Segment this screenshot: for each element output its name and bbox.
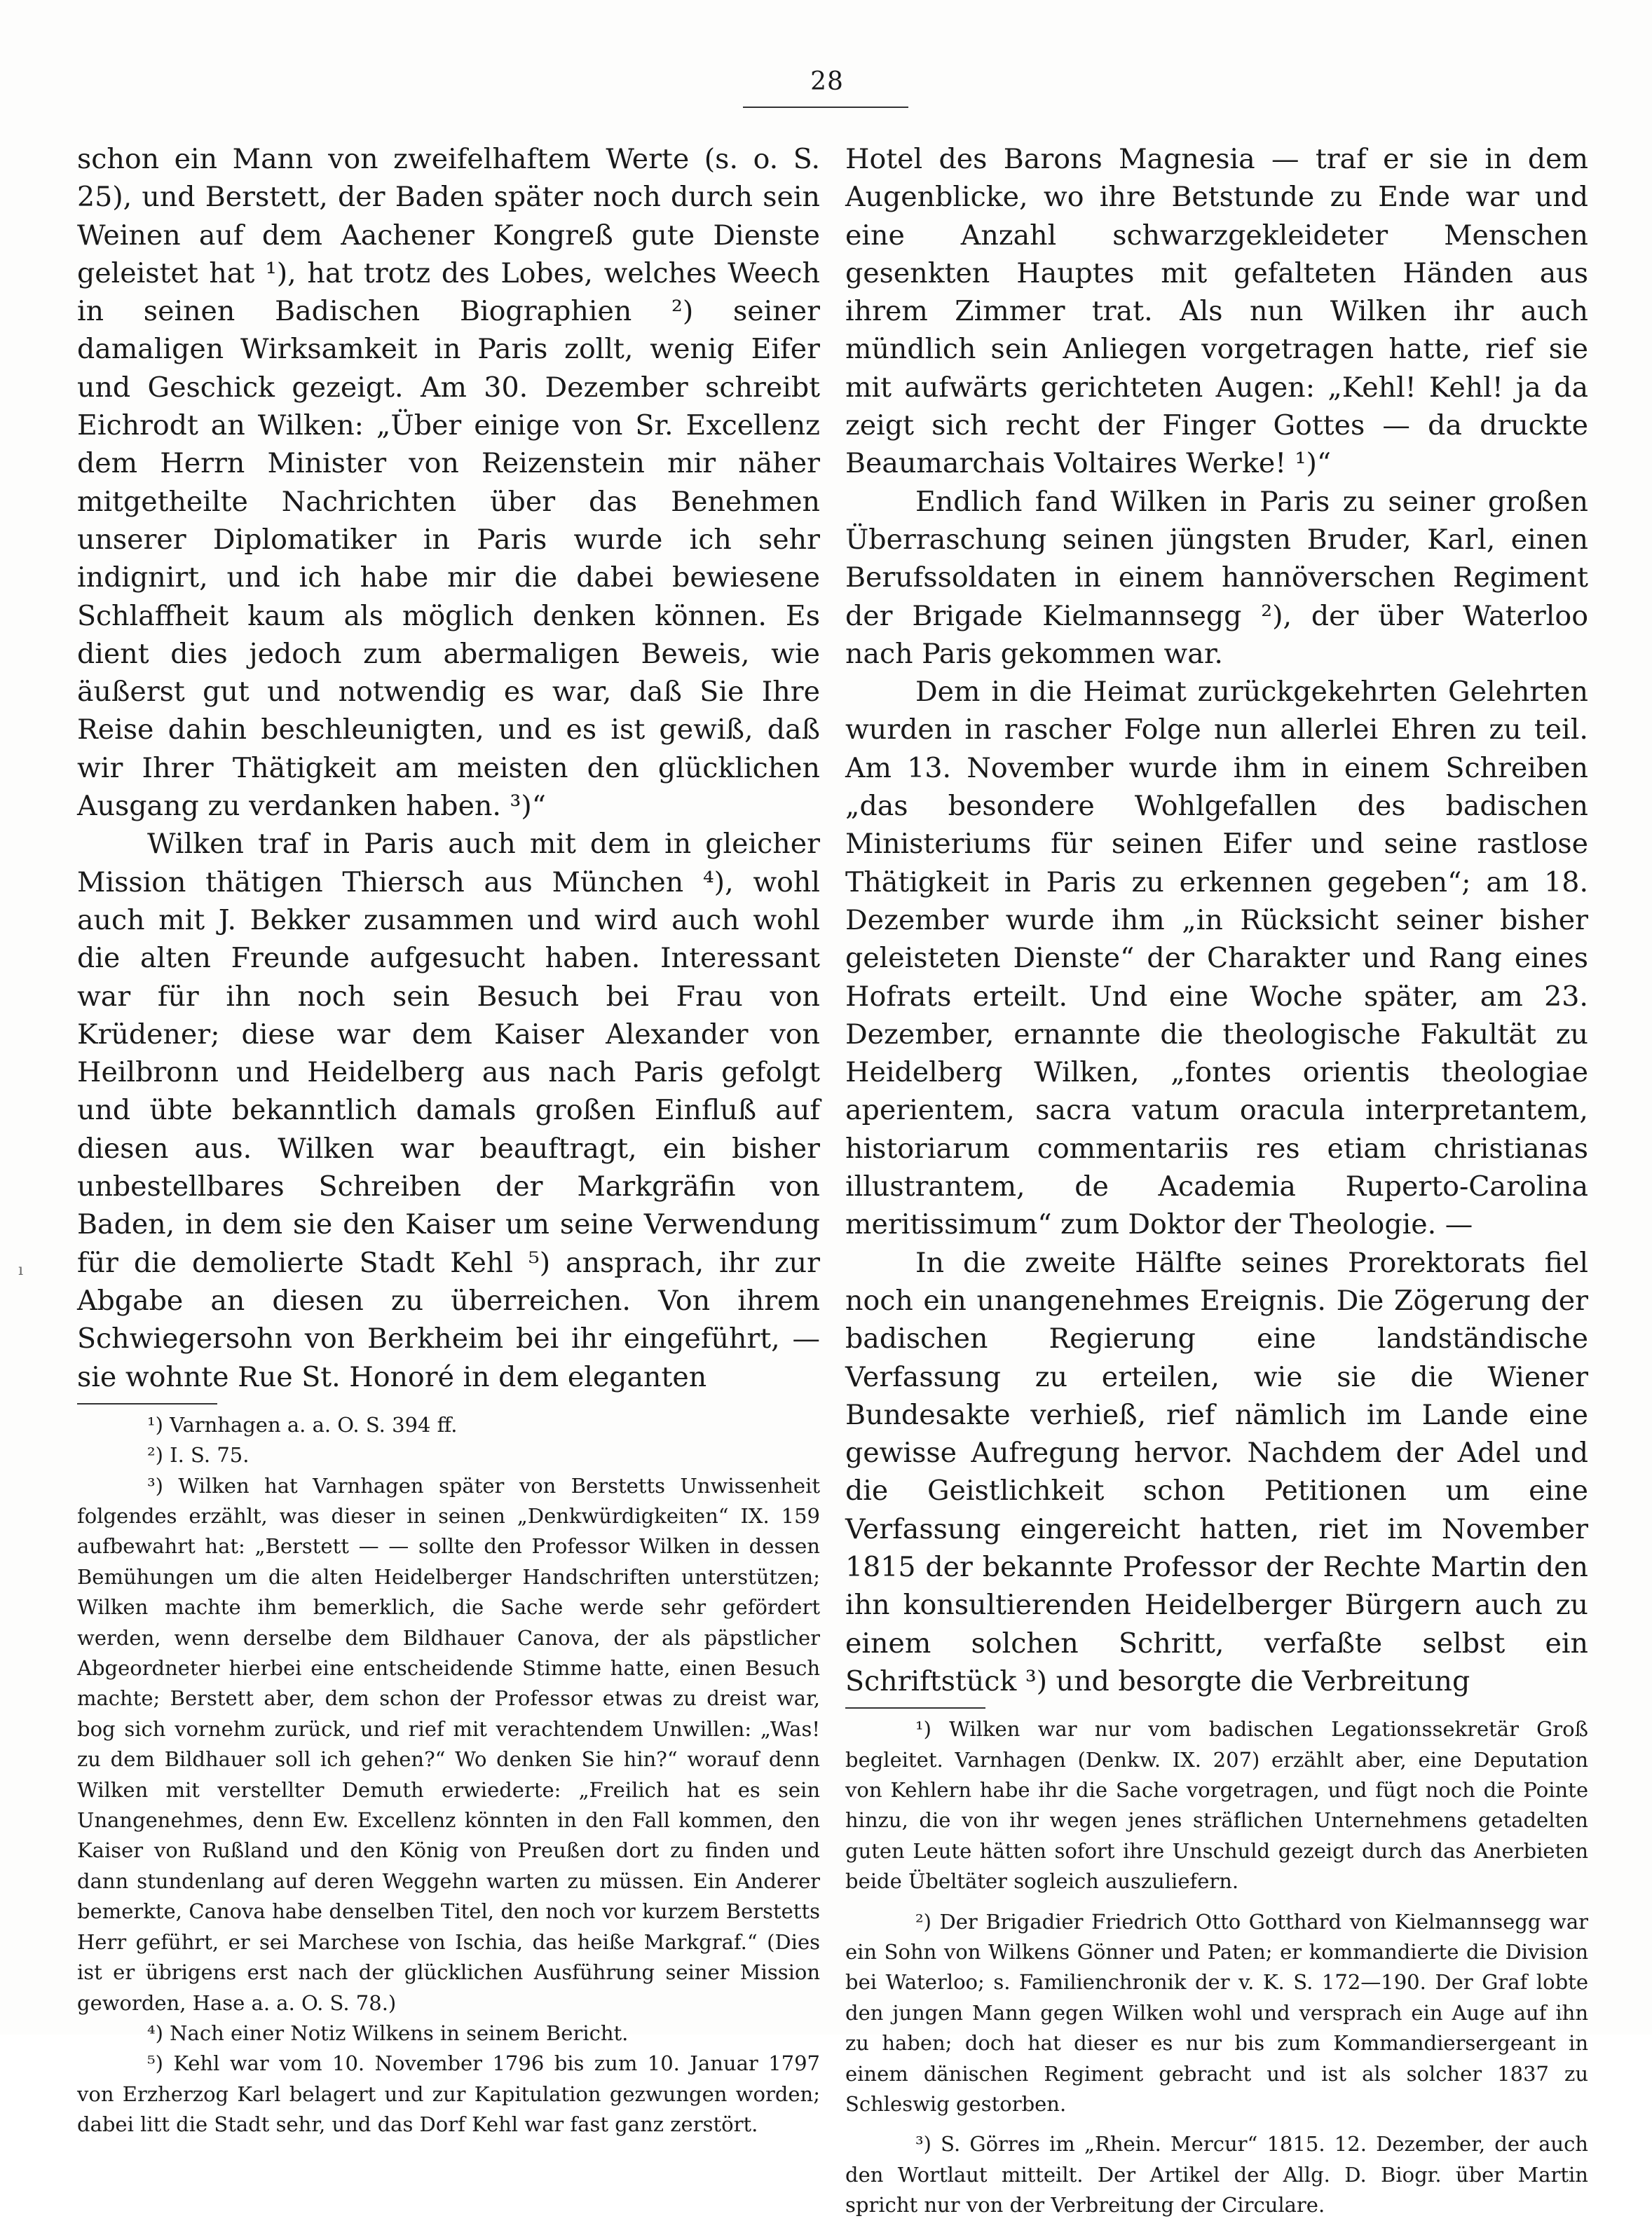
right-body-text [845, 140, 1588, 1700]
page-number: 28 [810, 67, 844, 96]
right-footnotes [845, 1714, 1588, 2221]
paragraph: Endlich fand Wilken in Paris zu seiner großen Überraschung seinen jüngsten Bruder, Karl, einen Berufssoldaten in einem hannöverschen Regiment der Brigade Kielmannsegg ²), der über Waterloo nach Paris gekommen war. [845, 485, 1588, 670]
footnote: ²) Der Brigadier Friedrich Otto Gotthard von Kielmannsegg war ein Sohn von Wilkens Gönner und Paten; er kommandierte die Division bei Waterloo; s. Familienchronik der v. K. S. 172—190. Der Graf lobte den jungen Mann gegen Wilken wohl und versprach ein Auge auf ihn zu haben; doch hat dieser es nur bis zum Kommandiersergeant in einem dänischen Regiment gebracht und ist als solcher 1837 zu Schleswig gestorben. [845, 1909, 1588, 2117]
footnote-rule [845, 1707, 985, 1709]
paragraph: Dem in die Heimat zurückgekehrten Gelehrten wurden in rascher Folge nun allerlei Ehren zu teil. Am 13. November wurde ihm in einem Schreiben „das besondere Wohlgefallen des badischen Ministeriums für seinen Eifer und seine rastlose Thätigkeit in Paris zu erkennen gegeben“; am 18. Dezember wurde ihm „in Rücksicht seiner bisher geleisteten Dienste“ der Charakter und Rang eines Hofrats erteilt. Und eine Woche später, am 23. Dezember, ernannte die theologische Fakultät zu Heidelberg Wilken, „fontes orientis theologiae aperientem, sacra vatum oracula interpretantem, historiarum commentariis res etiam christianas illustrantem, de Academia Ruperto-Carolina meritissimum“ zum Doktor der Theologie. — [845, 676, 1588, 1241]
footnote-rule [77, 1403, 217, 1405]
header-rule [743, 107, 908, 108]
footnote: ³) S. Görres im „Rhein. Mercur“ 1815. 12. Dezember, der auch den Wortlaut mitteilt. Der Artikel der Allg. D. Biogr. über Martin spricht nur von der Verbreitung der Circulare. [845, 2132, 1588, 2217]
paragraph: schon ein Mann von zweifelhaftem Werte (s. o. S. 25), und Berstett, der Baden später noch durch sein Weinen auf dem Aachener Kongreß gute Dienste geleistet hat ¹), hat trotz des Lobes, welches Weech in seinen Badischen Biographien ²) seiner damaligen Wirksamkeit in Paris zollt, wenig Eifer und Geschick gezeigt. Am 30. Dezember schreibt Eichrodt an Wilken: „Über einige von Sr. Excellenz dem Herrn Minister von Reizenstein mir näher mitgetheilte Nachrichten über das Benehmen unserer Diplomatiker in Paris wurde ich sehr indignirt, und ich habe mir die dabei bewiesene Schlaffheit kaum als möglich denken können. Es dient dies jedoch zum abermaligen Beweis, wie äußerst gut und notwendig es war, daß Sie Ihre Reise dahin beschleunigten, und es ist gewiß, daß wir Ihrer Thätigkeit am meisten den glücklichen Ausgang zu verdanken haben. ³)“ [77, 143, 820, 823]
left-body-text [77, 140, 820, 1396]
footnote: ⁴) Nach einer Notiz Wilkens in seinem Bericht. [147, 2021, 629, 2045]
footnote: ¹) Wilken war nur vom badischen Legationssekretär Groß begleitet. Varnhagen (Denkw. IX. 207) erzählt aber, eine Deputation von Kehlern habe ihr die Sache vorgetragen, und fügt noch die Pointe hinzu, die von ihr wegen jenes sträflichen Unternehmens getadelten guten Leute hätten sofort ihre Unschuld gezeigt durch das Anerbieten beide Übeltäter sogleich auszuliefern. [845, 1717, 1588, 1894]
paragraph: Wilken traf in Paris auch mit dem in gleicher Mission thätigen Thiersch aus München ⁴), wohl auch mit J. Bekker zusammen und wird auch wohl die alten Freunde aufgesucht haben. Interessant war für ihn noch sein Besuch bei Frau von Krüdener; diese war dem Kaiser Alexander von Heilbronn und Heidelberg aus nach Paris gefolgt und übte bekanntlich damals großen Einfluß auf diesen aus. Wilken war beauftragt, ein bisher unbestellbares Schreiben der Markgräfin von Baden, in dem sie den Kaiser um seine Verwendung für die demolierte Stadt Kehl ⁵) ansprach, ihr zur Abgabe an diesen zu überreichen. Von ihrem Schwiegersohn von Berkheim bei ihr eingeführt, — sie wohnte Rue St. Honoré in dem eleganten [77, 828, 820, 1393]
left-footnotes [77, 1410, 820, 2140]
left-column [77, 140, 820, 2140]
paragraph: In die zweite Hälfte seines Prorektorats fiel noch ein unangenehmes Ereignis. Die Zögerung der badischen Regierung eine landständische Verfassung zu erteilen, wie sie die Wiener Bundesakte verhieß, rief nämlich im Lande eine gewisse Aufregung hervor. Nachdem der Adel und die Geistlichkeit schon Petitionen um eine Verfassung eingereicht hatten, riet im November 1815 der bekannte Professor der Rechte Martin den ihn konsultierenden Heidelberger Bürgern auch zu einem solchen Schritt, verfaßte selbst ein Schriftstück ³) und besorgte die Verbreitung [845, 1246, 1588, 1697]
footnote: ²) I. S. 75. [147, 1443, 250, 1468]
footnote: ³) Wilken hat Varnhagen später von Berstetts Unwissenheit folgendes erzählt, was dieser in seinen „Denkwürdigkeiten“ IX. 159 aufbewahrt hat: „Berstett — — sollte den Professor Wilken in dessen Bemühungen um die alten Heidelberger Handschriften unterstützen; Wilken machte ihm bemerklich, die Sache werde sehr gefördert werden, wenn derselbe dem Bildhauer Canova, der als päpstlicher Abgeordneter hierbei eine entscheidende Stimme hatte, einen Besuch machte; Berstett aber, dem schon der Professor etwas zu dreist war, bog sich vornehm zurück, und rief mit verachtendem Unwillen: „Was! zu dem Bildhauer soll ich gehen?“ Wo denken Sie hin?“ worauf denn Wilken mit verstellter Demuth erwiederte: „Freilich hat es sein Unangenehmes, denn Ew. Excellenz könnten in den Fall kommen, den Kaiser von Rußland und den König von Preußen dort zu finden und dann stundenlang auf deren Weggehn warten zu müssen. Ein Anderer bemerkte, Canova habe denselben Titel, den noch vor kurzem Berstetts Herr geführt, er sei Marchese von Ischia, das heiße Markgraf.“ (Dies ist er übrigens erst nach der glücklichen Ausführung seiner Mission geworden, Hase a. a. O. S. 78.) [77, 1473, 820, 2015]
footnote: ⁵) Kehl war vom 10. November 1796 bis zum 10. Januar 1797 von Erzherzog Karl belagert und zur Kapitulation gezwungen worden; dabei litt die Stadt sehr, und das Dorf Kehl war fast ganz zerstört. [77, 2051, 820, 2137]
paragraph: Hotel des Barons Magnesia — traf er sie in dem Augenblicke, wo ihre Betstunde zu Ende war und eine Anzahl schwarzgekleideter Menschen gesenkten Hauptes mit gefalteten Händen aus ihrem Zimmer trat. Als nun Wilken ihr auch mündlich sein Anliegen vorgetragen hatte, rief sie mit aufwärts gerichteten Augen: „Kehl! Kehl! ja da zeigt sich recht der Finger Gottes — da druckte Beaumarchais Voltaires Werke! ¹)“ [845, 143, 1588, 480]
margin-mark: ı [18, 1262, 24, 1279]
right-column [845, 140, 1588, 2221]
footnote: ¹) Varnhagen a. a. O. S. 394 ff. [147, 1412, 458, 1437]
